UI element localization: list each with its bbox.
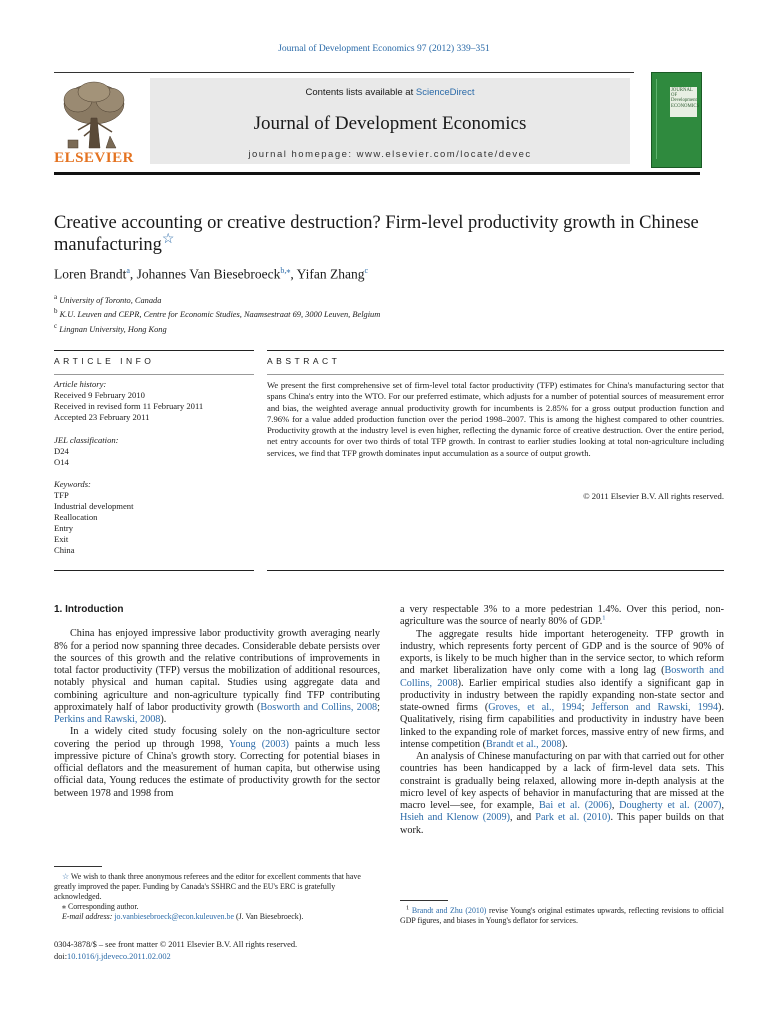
keyword-item: Exit [54,534,69,544]
affiliation-marker: c [54,321,58,330]
affiliation-text: University of Toronto, Canada [59,295,162,305]
history-item: Received 9 February 2010 [54,390,145,400]
abstract-text: We present the first comprehensive set of firm-level total factor productivity (TFP) estimates for China's manufacturing sector that spans China's entry into the WTO. For our preferred estimate, which adjusts for a number of potential sources of measurement error and bias, the weighted average annual productivity growth for incumbents is 2.85% for a gross output production function and 7.96% for a value added production function over the period 1998–2007. This is among the highest compared to other countries. Productivity growth at the industry level is even higher, reflecting the dynamic force of creative destruction. Over the entire period, net entry accounts for over two thirds of total TFP growth. In contrast to earlier studies looking at total non-agriculture including services, we find that TFP growth dominates input accumulation as a source of output growth. [267,380,724,458]
footnote-number: 1 [406,904,410,912]
abstract-bottom-rule [267,570,724,571]
cover-decoration [656,79,667,159]
right-footnotes [400,906,724,926]
author-list [54,266,714,283]
abstract-top-rule [267,350,724,351]
reference-link[interactable]: Brandt et al., 2008 [486,738,562,750]
history-item: Received in revised form 11 February 2011 [54,401,204,411]
paragraph-text: China has enjoyed impressive labor productivity growth averaging nearly 8% for a period now spanning three decades. Considerable debate persists over the sources of this growth and the relative contributions of improvements in total factor productivity (TFP) versus the mobilization of additional resources, notably physical and human capital. Studies using aggregate data and combining agriculture and non-agriculture typically find TFP contributing approximately half of labor productivity growth ( [54,628,380,713]
author-affiliation-marker[interactable]: c [364,266,369,275]
article-history [54,379,254,423]
masthead-panel [150,78,630,164]
paragraph-text: ). [160,714,167,725]
author-affiliation-marker[interactable]: b,⁎ [280,266,291,275]
keyword-item: Reallocation [54,512,98,522]
paragraph-text: paints a much less impressive picture of China's growth story. Correcting for potential biases in official deflators and the measurement of human capita, but otherwise using official data, Young reduces the estimate of productivity growth for the sector between 1978 and 1998 from [54,738,380,799]
body-left-column [54,604,380,800]
reference-link[interactable]: Bai et al. (2006) [539,800,612,811]
masthead-top-rule [54,72,634,73]
journal-masthead [54,72,700,168]
paragraph-text: , [611,800,620,811]
jel-heading: JEL classification: [54,435,119,445]
author-affiliation-marker[interactable]: a [126,266,130,275]
history-item: Accepted 23 February 2011 [54,412,150,422]
reference-link[interactable]: Groves, et al., 1994 [488,702,582,713]
jel-code: D24 [54,446,69,456]
paragraph-text: a very respectable 3% to a more pedestrian 1.4%. Over this period, non-agriculture was the source of nearly 80% of GDP. [400,604,724,628]
author-separator: , [290,266,297,282]
author-name[interactable]: Johannes Van Biesebroeck [136,266,281,282]
footnote-1 [400,906,724,926]
abstract-divider [267,374,724,375]
abstract-copyright: © 2011 Elsevier B.V. All rights reserved. [583,491,724,501]
journal-citation[interactable]: Journal of Development Economics 97 (2012) 339–351 [278,44,490,54]
journal-title: Journal of Development Economics [253,113,527,134]
star-footnote-marker-icon[interactable]: ☆ [62,872,70,881]
contents-prefix: Contents lists available at [305,87,414,98]
paragraph-text: ; [377,701,380,713]
affiliation-item [54,292,714,306]
jel-classification [54,435,254,468]
body-paragraph [400,751,724,837]
info-divider [54,374,254,375]
reference-link[interactable]: Jefferson and Rawski, 1994 [591,702,719,713]
footnote-text: (J. Van Biesebroeck). [235,912,304,921]
corresponding-author-footnote [54,902,380,912]
cover-title: JOURNAL OF Development ECONOMICS [670,87,697,117]
footnote-text: revise Young's original estimates upwards, reflecting revisions to official GDP figures, and biases in Young's deflator for services. [400,906,724,925]
affiliation-text: Lingnan University, Hong Kong [59,324,167,334]
reference-link[interactable]: Young (2003) [228,738,289,750]
email-footnote [54,912,380,922]
affiliation-marker: a [54,293,58,301]
article-title-text: Creative accounting or creative destruction? Firm-level productivity growth in Chinese manufacturing [54,213,699,255]
title-footnote-star-icon[interactable]: ☆ [161,231,175,247]
doi-line [54,951,394,963]
affiliation-item [54,306,714,320]
author-name[interactable]: Yifan Zhang [296,266,365,282]
paragraph-text: ). Earlier empirical studies also identify a significant gap in productivity in industry between the rapidly expanding non-state sector and state-owned firms ( [400,677,724,713]
reference-link[interactable]: Bosworth and Collins, 2008 [260,701,378,713]
body-paragraph [400,604,724,629]
left-footnotes [54,872,380,922]
keyword-item: Industrial development [54,501,134,511]
article-info-label: ARTICLE INFO [54,356,155,366]
reference-link[interactable]: Brandt and Zhu (2010) [411,906,487,915]
doi-link[interactable]: 10.1016/j.jdeveco.2011.02.002 [67,951,171,961]
affiliation-text: K.U. Leuven and CEPR, Centre for Economic Studies, Naamsestraat 69, 3000 Leuven, Belgium [59,310,381,320]
body-paragraph [54,628,380,726]
footnote-text: Corresponding author. [67,902,139,911]
abstract-label: ABSTRACT [267,356,341,366]
paragraph-text: The aggregate results hide important heterogeneity. TFP growth in industry, which represents forty percent of GDP and is the source of 90% of exports, is likely to be much higher than in the service sector, to which reform and market liberalization have only come with a long lag ( [400,628,724,677]
info-top-rule [54,350,254,351]
footnote-rule [400,900,448,901]
footnote-marker[interactable]: 1 [602,614,606,622]
paragraph-text: ). Qualitatively, rising firm capabilities and productivity in industry have been linked to the expanding role of market forces, massive entry of new firms, and intense competition ( [400,702,724,750]
sciencedirect-link[interactable]: ScienceDirect [415,87,475,98]
reference-link[interactable]: Hsieh and Klenow (2009) [400,812,510,824]
reference-link[interactable]: Perkins and Rawski, 2008 [54,714,161,725]
paragraph-text: . This paper builds on that work. [400,812,725,836]
body-right-column [400,604,724,837]
corresponding-marker: ⁎ [62,902,66,911]
reference-link[interactable]: Dougherty et al. (2007) [619,800,722,811]
journal-homepage[interactable]: journal homepage: www.elsevier.com/locate/devec [248,149,532,160]
journal-cover-thumbnail [651,72,702,168]
intro-heading: 1. Introduction [54,604,124,615]
reference-link[interactable]: Bosworth and Collins, 2008 [400,665,724,689]
reference-link[interactable]: Park et al. (2010) [535,812,611,824]
body-paragraph [54,726,380,800]
footnote-text: We wish to thank three anonymous referees and the editor for excellent comments that have greatly improved the paper. Funding by Canada's SSHRC and the EU's ERC is gratefully acknowledged. [54,872,361,901]
paragraph-text: In a widely cited study focusing solely on the non-agriculture sector covering the period up through 1998, [54,726,380,750]
masthead-bottom-rule [54,172,700,175]
article-title [54,212,714,256]
keywords [54,479,254,556]
affiliation-marker: b [54,307,58,316]
doi-prefix: doi: [54,951,68,961]
footnote-rule [54,866,102,867]
contents-line [150,87,630,98]
jel-code: O14 [54,457,69,467]
affiliation-list [54,292,714,335]
paragraph-text: , and [509,812,536,824]
author-name[interactable]: Loren Brandt [54,266,127,282]
email-link[interactable]: jo.vanbiesebroeck@econ.kuleuven.be [114,912,234,921]
paragraph-text: An analysis of Chinese manufacturing on par with that carried out for other countries has been handicapped by a lack of firm-level data sets. This constraint is gradually being relaxed, allowing more in-depth analysis at the micro level of key aspects of behavior in manufacturing that are missed at the macro level—see, for example, [400,751,724,811]
keyword-item: TFP [54,490,69,500]
info-bottom-rule [54,570,254,571]
acknowledgement-footnote [54,872,380,902]
keyword-item: Entry [54,523,74,533]
publisher-name: ELSEVIER [54,150,134,166]
keyword-item: China [54,545,75,555]
paragraph-text: ). [561,738,568,750]
affiliation-item [54,321,714,335]
email-label: E-mail address: [62,912,113,921]
keywords-heading: Keywords: [54,479,91,489]
author-separator: , [129,266,137,282]
article-front-matter [54,939,394,962]
paragraph-text: ; [581,702,592,713]
body-paragraph [400,629,724,752]
issn-line: 0304-3878/$ – see front matter © 2011 Elsevier B.V. All rights reserved. [54,940,298,949]
history-heading: Article history: [54,379,107,389]
paragraph-text: , [721,800,724,811]
